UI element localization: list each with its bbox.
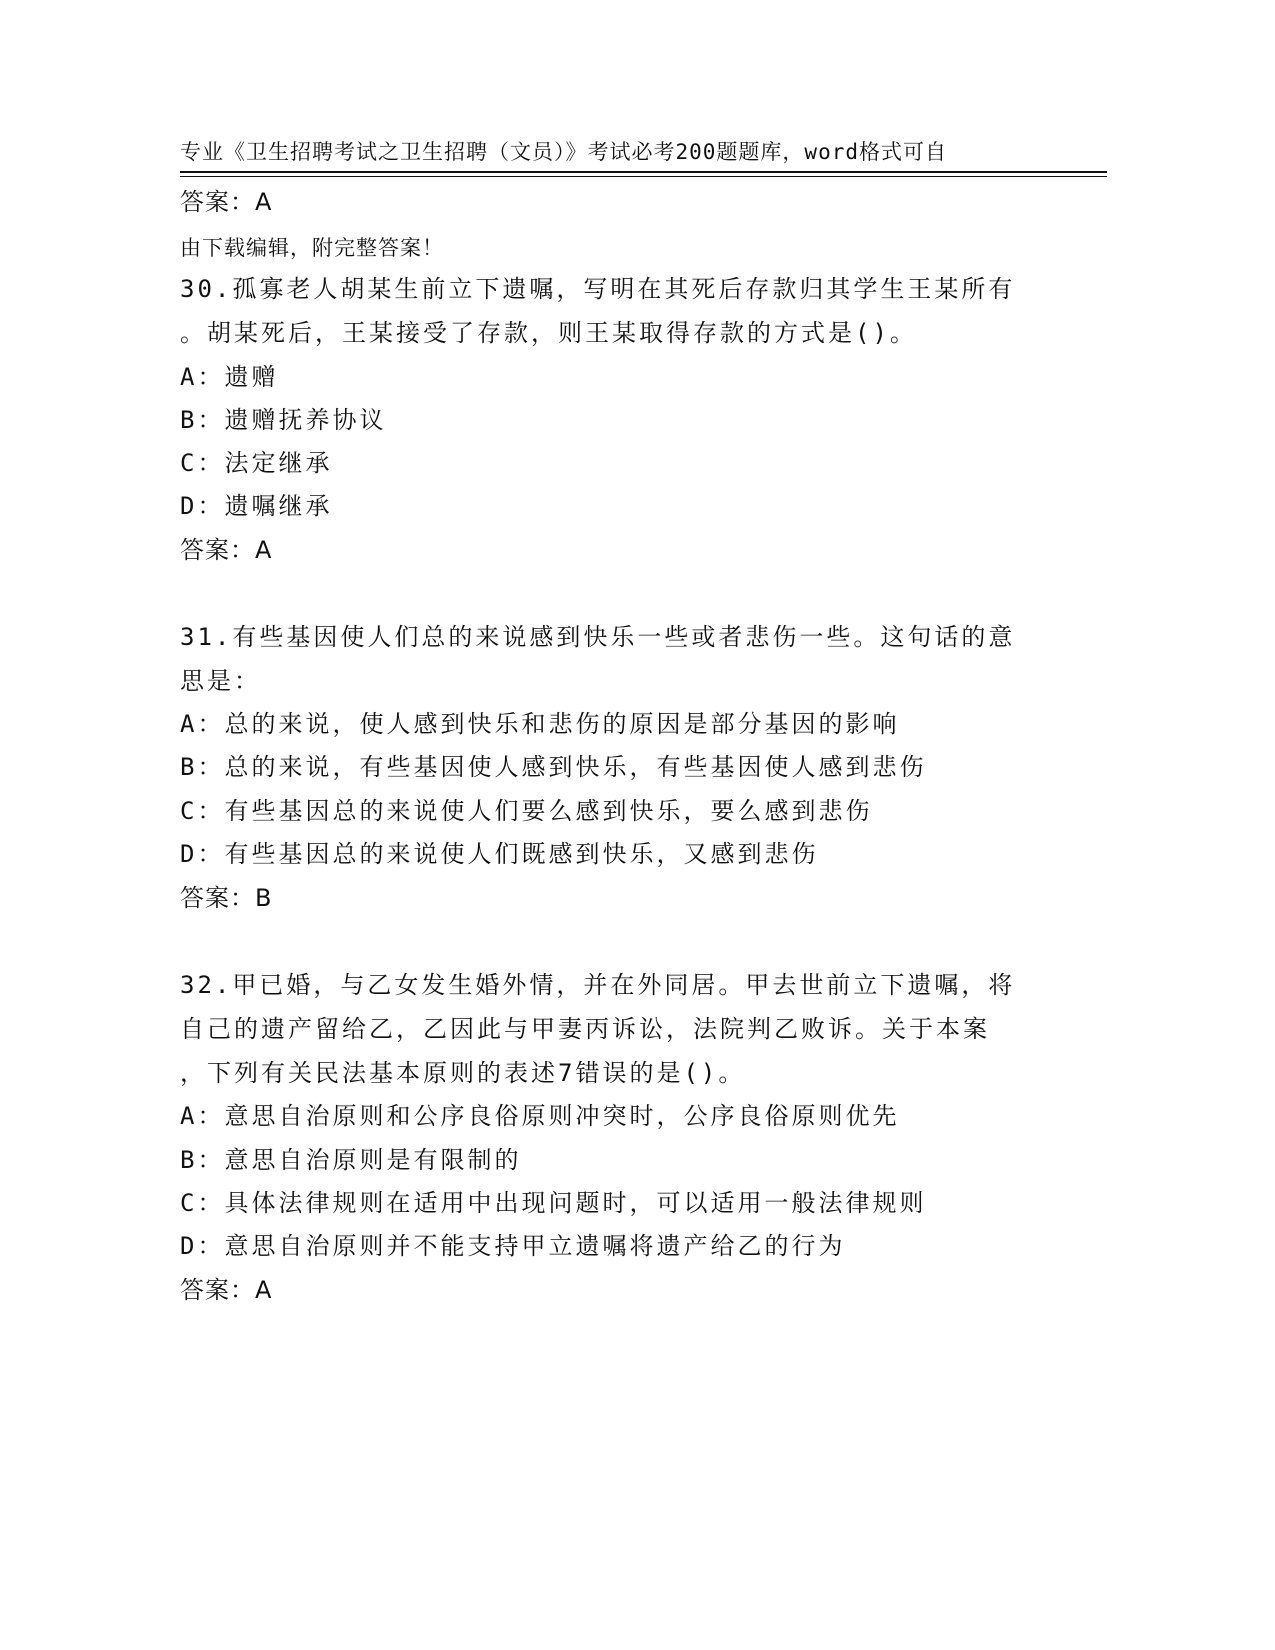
question-line: 32.甲已婚，与乙女发生婚外情，并在外同居。甲去世前立下遗嘱，将 <box>180 971 1016 999</box>
question-line: ，下列有关民法基本原则的表述7错误的是()。 <box>180 1059 746 1087</box>
option-b: B：意思自治原则是有限制的 <box>180 1146 522 1174</box>
option-b: B：遗赠抚养协议 <box>180 406 387 434</box>
question-line: 自己的遗产留给乙，乙因此与甲妻丙诉讼，法院判乙败诉。关于本案 <box>180 1015 990 1043</box>
option-d: D：遗嘱继承 <box>180 492 333 520</box>
answer-previous: 答案：A <box>180 188 273 216</box>
option-c: C：法定继承 <box>180 449 333 477</box>
option-d: D：意思自治原则并不能支持甲立遗嘱将遗产给乙的行为 <box>180 1232 846 1260</box>
question-30 <box>180 267 1040 355</box>
option-a: A：遗赠 <box>180 363 279 391</box>
answer-32: 答案：A <box>180 1276 273 1304</box>
option-a: A：总的来说，使人感到快乐和悲伤的原因是部分基因的影响 <box>180 710 900 738</box>
header-divider-thin <box>180 176 1107 177</box>
header-line-2: 由下载编辑，附完整答案！ <box>180 236 444 260</box>
question-line: 思是： <box>180 667 261 695</box>
question-line: 31.有些基因使人们总的来说感到快乐一些或者悲伤一些。这句话的意 <box>180 623 1016 651</box>
option-b: B：总的来说，有些基因使人感到快乐，有些基因使人感到悲伤 <box>180 753 927 781</box>
option-c: C：有些基因总的来说使人们要么感到快乐，要么感到悲伤 <box>180 797 873 825</box>
question-line: 30.孤寡老人胡某生前立下遗嘱，写明在其死后存款归其学生王某所有 <box>180 275 1016 303</box>
option-c: C：具体法律规则在适用中出现问题时，可以适用一般法律规则 <box>180 1189 927 1217</box>
option-d: D：有些基因总的来说使人们既感到快乐，又感到悲伤 <box>180 840 819 868</box>
answer-31: 答案：B <box>180 884 273 912</box>
question-line: 。胡某死后，王某接受了存款，则王某取得存款的方式是()。 <box>180 319 917 347</box>
question-32 <box>180 963 1040 1095</box>
header-line-1: 专业《卫生招聘考试之卫生招聘（文员）》考试必考200题题库，word格式可自 <box>180 140 947 164</box>
option-a: A：意思自治原则和公序良俗原则冲突时，公序良俗原则优先 <box>180 1102 900 1130</box>
header-divider-thick <box>180 171 1107 173</box>
answer-30: 答案：A <box>180 536 273 564</box>
question-31 <box>180 615 1040 703</box>
